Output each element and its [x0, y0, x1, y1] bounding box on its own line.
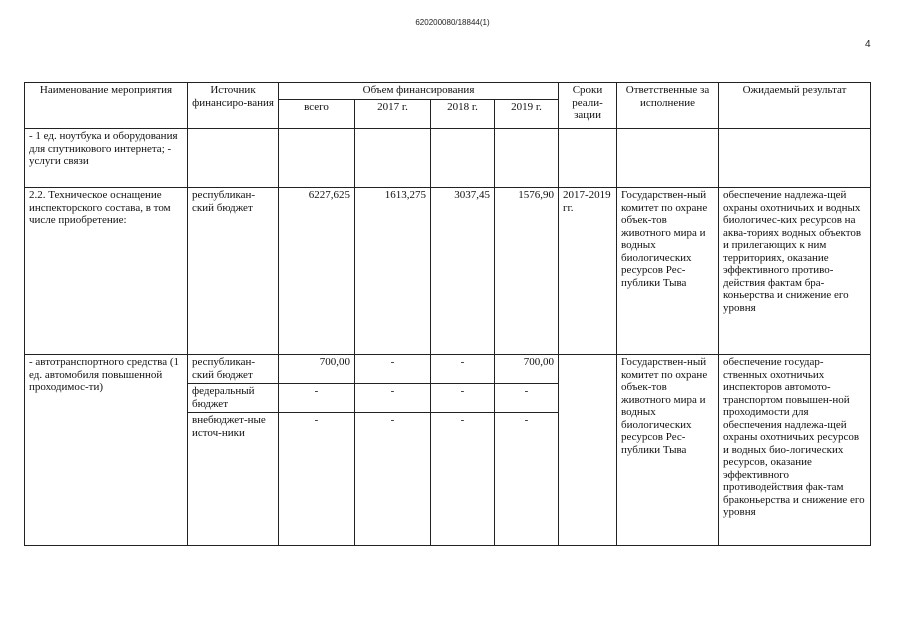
- row-2019: 700,00: [495, 355, 559, 384]
- row-result: [719, 129, 871, 188]
- header-terms: Сроки реали-зации: [559, 83, 617, 129]
- row-terms: [559, 129, 617, 188]
- row-2019: -: [495, 384, 559, 413]
- row-2017: [355, 129, 431, 188]
- row-2017: 1613,275: [355, 188, 431, 355]
- header-row-1: [25, 83, 871, 100]
- document-code: 620200080/18844(1): [415, 18, 490, 27]
- row-total: 6227,625: [279, 188, 355, 355]
- row-name: - автотранспортного средства (1 ед. автомобиля повышенной проходимос-ти): [25, 355, 188, 546]
- row-total: [279, 129, 355, 188]
- header-2019: 2019 г.: [495, 100, 559, 129]
- row-source: республикан-ский бюджет: [188, 355, 279, 384]
- header-responsible: Ответственные за исполнение: [617, 83, 719, 129]
- row-responsible: Государствен-ный комитет по охране объек-тов животного мира и водных биологических ресурсов Рес-публики Тыва: [617, 188, 719, 355]
- row-2018: 3037,45: [431, 188, 495, 355]
- header-2018: 2018 г.: [431, 100, 495, 129]
- row-result: обеспечение государ-ственных охотничьих инспекторов автомото-транспортом повышен-ной проходимости для обеспечения надлежа-щей охраны охотничьих ресурсов и водных био-логических ресурсов, оказание эффективного противодействия фак-там браконьерства и снижение его уровня: [719, 355, 871, 546]
- row-name: - 1 ед. ноутбука и оборудования для спутникового интернета; - услуги связи: [25, 129, 188, 188]
- row-2018: -: [431, 413, 495, 546]
- header-name: Наименование мероприятия: [25, 83, 188, 129]
- header-source: Источник финансиро-вания: [188, 83, 279, 129]
- row-2017: -: [355, 384, 431, 413]
- table-row: [25, 129, 871, 188]
- row-responsible: Государствен-ный комитет по охране объек-тов животного мира и водных биологических ресурсов Рес-публики Тыва: [617, 355, 719, 546]
- row-total: -: [279, 413, 355, 546]
- row-name: 2.2. Техническое оснащение инспекторского состава, в том числе приобретение:: [25, 188, 188, 355]
- page-number: 4: [865, 39, 871, 50]
- header-result: Ожидаемый результат: [719, 83, 871, 129]
- row-source: внебюджет-ные источ-ники: [188, 413, 279, 546]
- header-2017: 2017 г.: [355, 100, 431, 129]
- row-source: республикан-ский бюджет: [188, 188, 279, 355]
- row-total: -: [279, 384, 355, 413]
- row-2017: -: [355, 355, 431, 384]
- row-result: обеспечение надлежа-щей охраны охотничьих и водных биологичес-ких ресурсов на аква-ториях водных объектов и прилегающих к ним территориях, оказание эффективного противо-действия фактам бра-коньерства и снижение его уровня: [719, 188, 871, 355]
- table-row: [25, 188, 871, 355]
- row-terms: [559, 355, 617, 546]
- row-2018: -: [431, 355, 495, 384]
- row-2019: [495, 129, 559, 188]
- financing-table: [24, 82, 871, 546]
- header-volume: Объем финансирования: [279, 83, 559, 100]
- row-2018: [431, 129, 495, 188]
- row-2018: -: [431, 384, 495, 413]
- row-terms: 2017-2019 гг.: [559, 188, 617, 355]
- table-row: [25, 355, 871, 384]
- row-responsible: [617, 129, 719, 188]
- header-total: всего: [279, 100, 355, 129]
- row-2019: 1576,90: [495, 188, 559, 355]
- row-2017: -: [355, 413, 431, 546]
- row-total: 700,00: [279, 355, 355, 384]
- row-2019: -: [495, 413, 559, 546]
- row-source: [188, 129, 279, 188]
- row-source: федеральный бюджет: [188, 384, 279, 413]
